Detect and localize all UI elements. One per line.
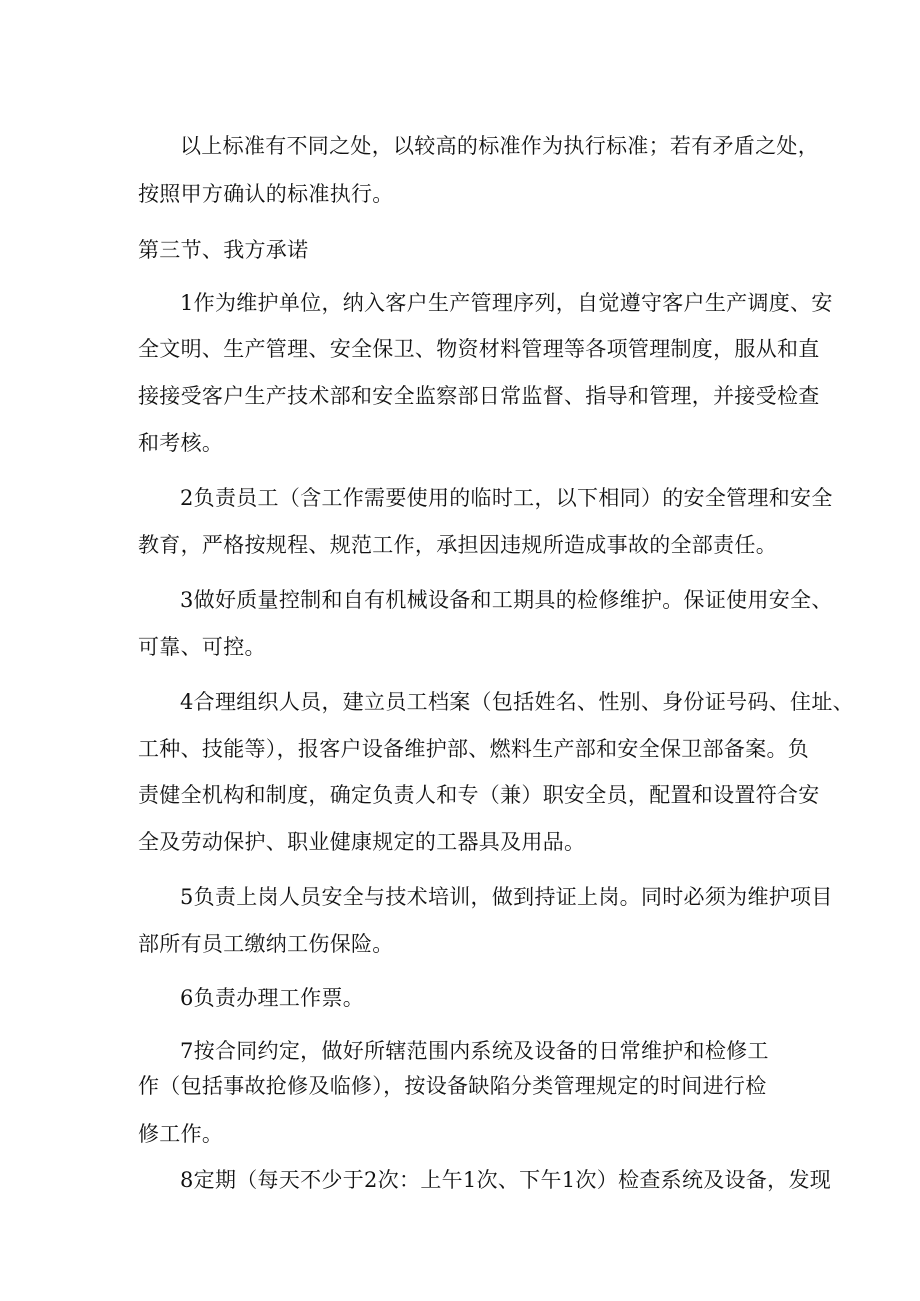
paragraph-line: 接接受客户生产技术部和安全监察部日常监督、指导和管理，并接受检查 [138,384,820,408]
section-heading: 第三节、我方承诺 [138,238,309,262]
paragraph-line: 部所有员工缴纳工伤保险。 [138,932,394,956]
paragraph-line: 可靠、可控。 [138,635,266,659]
paragraph-line: 和考核。 [138,431,224,455]
paragraph-line: 2负责员工（含工作需要使用的临时工，以下相同）的安全管理和安全 [180,486,833,510]
paragraph-line: 6负责办理工作票。 [180,986,365,1010]
paragraph-line: 修工作。 [138,1122,224,1146]
paragraph-line: 作（包括事故抢修及临修），按设备缺陷分类管理规定的时间进行检 [138,1074,767,1098]
paragraph-line: 4合理组织人员，建立员工档案（包括姓名、性别、身份证号码、住址、 [180,690,854,714]
paragraph-line: 责健全机构和制度，确定负责人和专（兼）职安全员，配置和设置符合安 [138,783,820,807]
paragraph-line: 3做好质量控制和自有机械设备和工期具的检修维护。保证使用安全、 [180,588,833,612]
paragraph-line: 8定期（每天不少于2次：上午1次、下午1次）检查系统及设备，发现 [180,1168,832,1192]
paragraph-line: 以上标准有不同之处，以较高的标准作为执行标准；若有矛盾之处， [180,134,819,158]
paragraph-line: 工种、技能等），报客户设备维护部、燃料生产部和安全保卫部备案。负 [138,737,810,761]
paragraph-line: 7按合同约定，做好所辖范围内系统及设备的日常维护和检修工 [180,1039,769,1063]
paragraph-line: 按照甲方确认的标准执行。 [138,182,394,206]
paragraph-line: 教育，严格按规程、规范工作，承担因违规所造成事故的全部责任。 [138,533,777,557]
paragraph-line: 全文明、生产管理、安全保卫、物资材料管理等各项管理制度，服从和直 [138,337,820,361]
paragraph-line: 全及劳动保护、职业健康规定的工器具及用品。 [138,830,586,854]
paragraph-line: 5负责上岗人员安全与技术培训，做到持证上岗。同时必须为维护项目 [180,885,833,909]
paragraph-line: 1作为维护单位，纳入客户生产管理序列，自觉遵守客户生产调度、安 [180,291,833,315]
